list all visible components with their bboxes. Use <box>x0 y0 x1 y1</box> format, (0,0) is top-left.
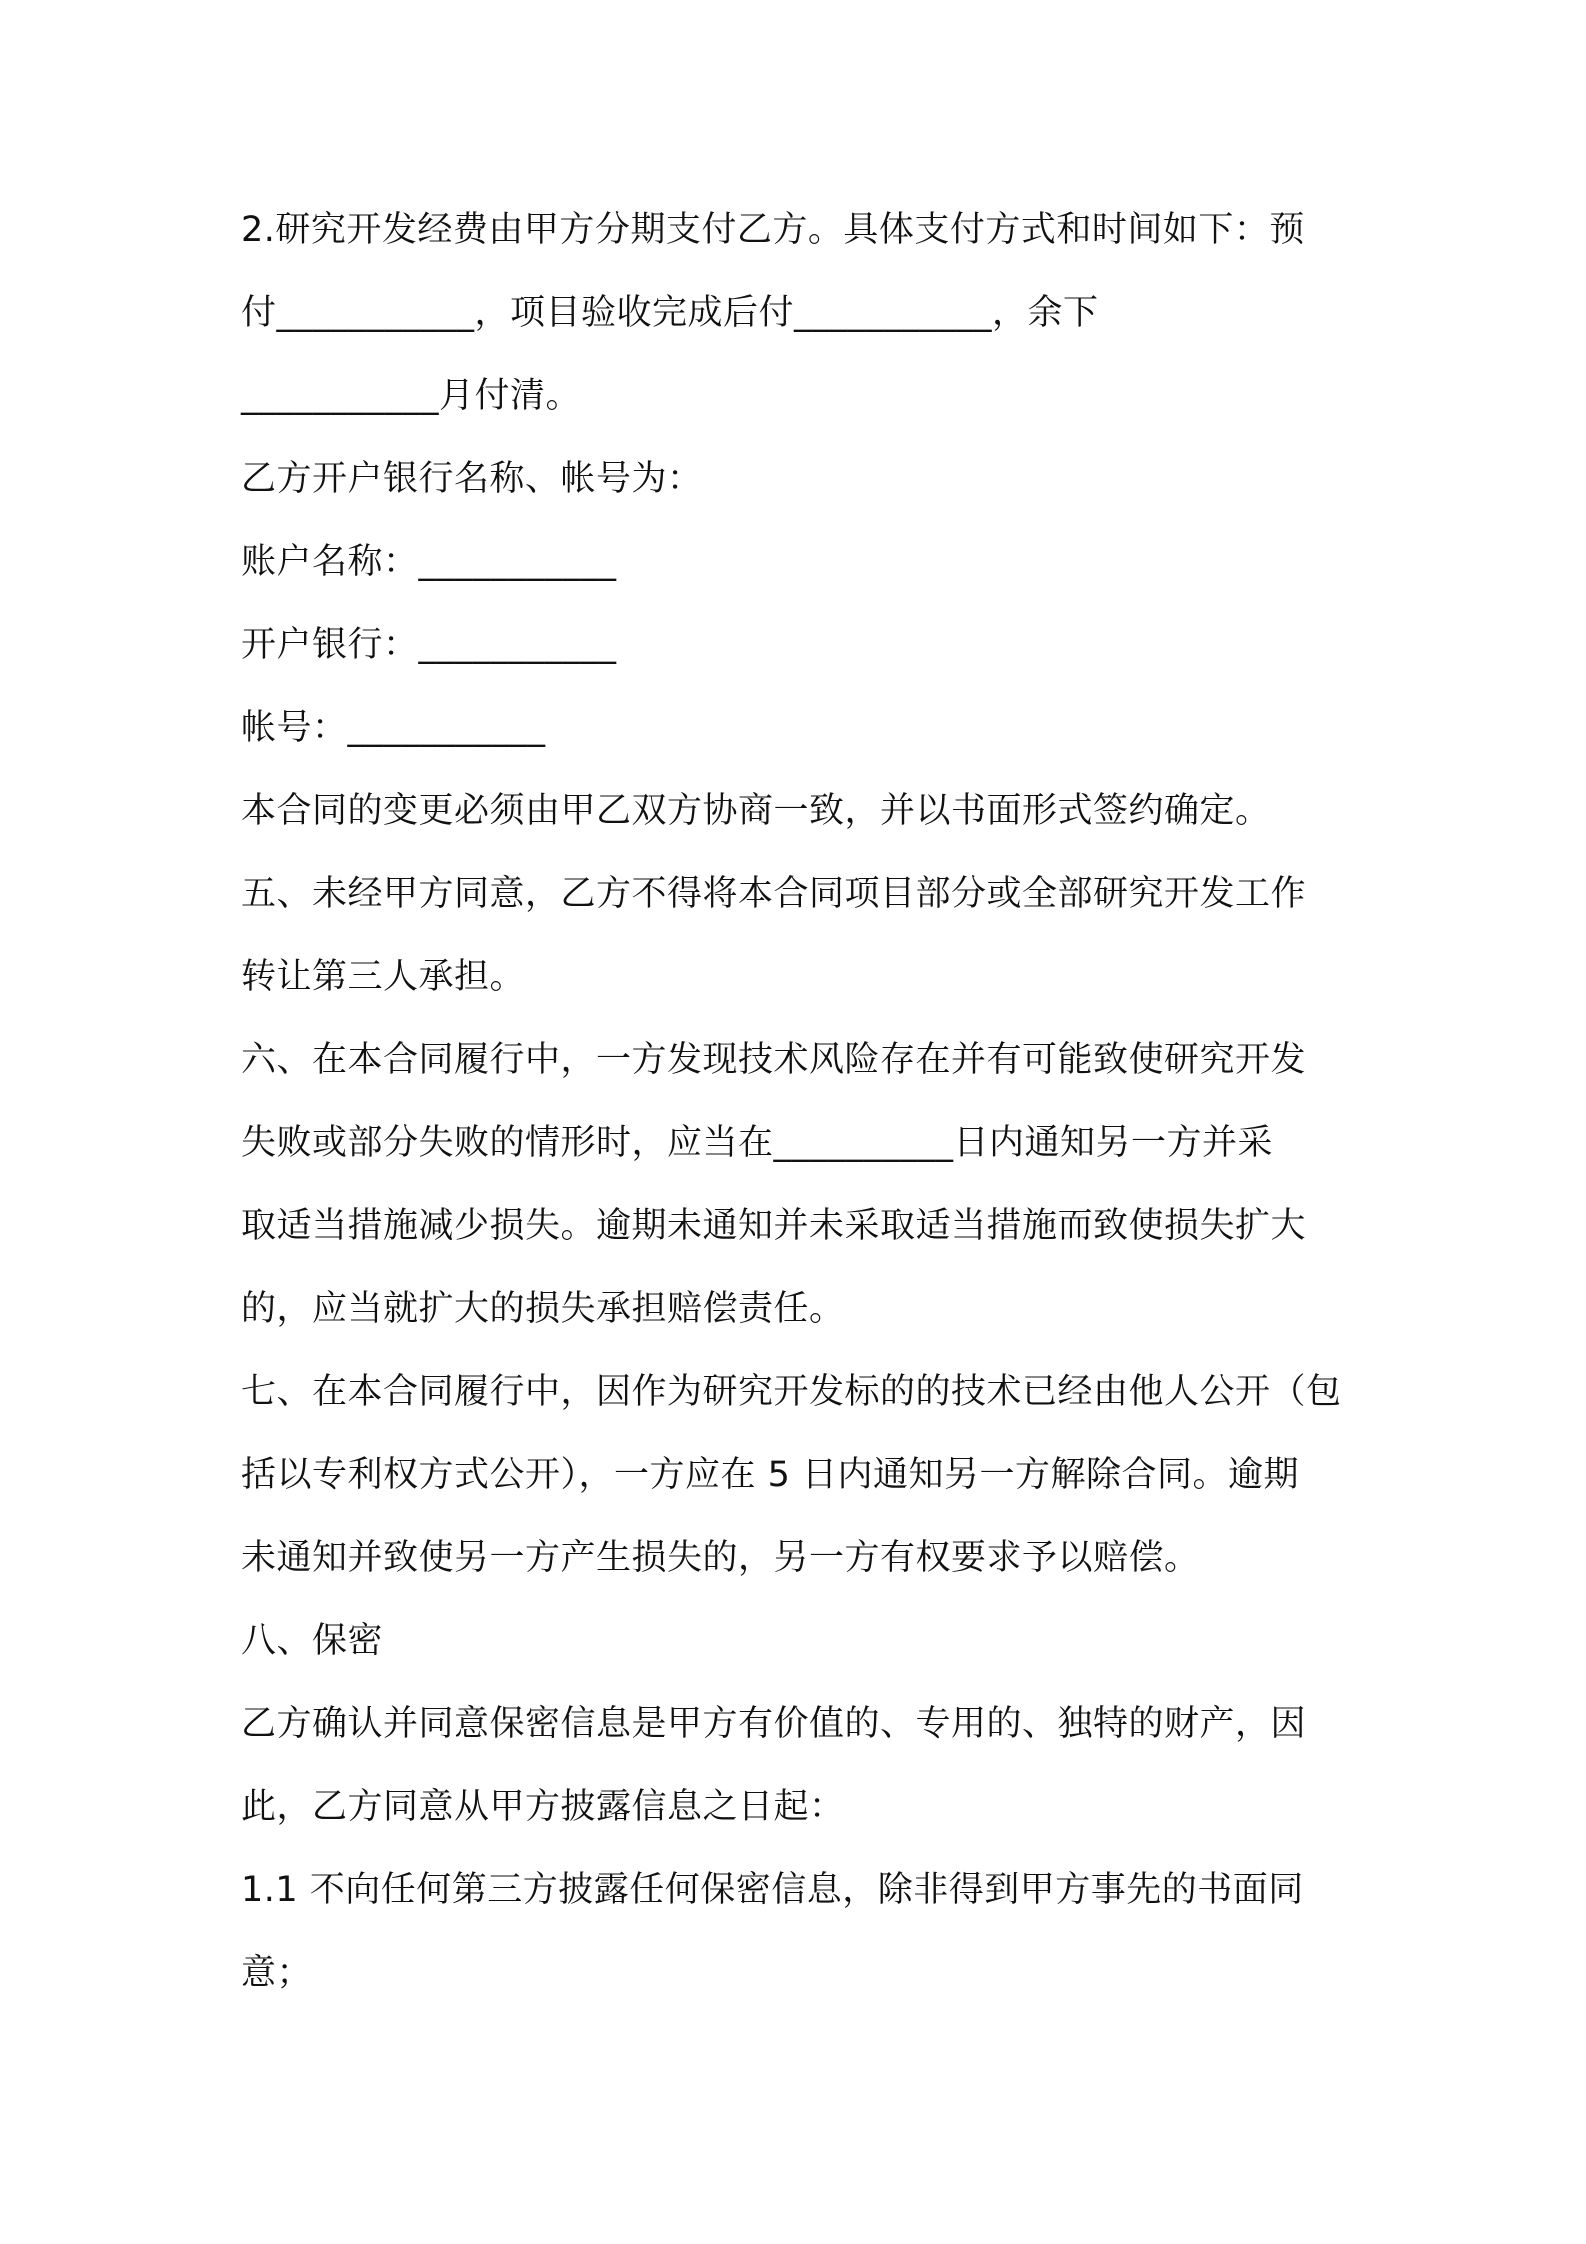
text-line: 括以专利权方式公开），一方应在 5 日内通知另一方解除合同。逾期 <box>241 1455 1300 1495</box>
text-line: 付___________，项目验收完成后付___________，余下 <box>241 293 1099 333</box>
text-line: 的，应当就扩大的损失承担赔偿责任。 <box>241 1289 845 1329</box>
text-line: 未通知并致使另一方产生损失的，另一方有权要求予以赔偿。 <box>241 1538 1200 1578</box>
text-line: 2.研究开发经费由甲方分期支付乙方。具体支付方式和时间如下：预 <box>241 210 1305 250</box>
text-line: 七、在本合同履行中，因作为研究开发标的的技术已经由他人公开（包 <box>241 1372 1342 1412</box>
text-line: 乙方开户银行名称、帐号为： <box>241 459 703 499</box>
text-line: 开户银行：___________ <box>241 625 617 665</box>
text-line: 账户名称：___________ <box>241 542 617 582</box>
text-line: 本合同的变更必须由甲乙双方协商一致，并以书面形式签约确定。 <box>241 791 1271 831</box>
text-line: 失败或部分失败的情形时，应当在__________日内通知另一方并采 <box>241 1123 1274 1163</box>
text-line: 1.1 不向任何第三方披露任何保密信息，除非得到甲方事先的书面同 <box>241 1870 1304 1910</box>
text-line: 取适当措施减少损失。逾期未通知并未采取适当措施而致使损失扩大 <box>241 1206 1307 1246</box>
text-line: 此，乙方同意从甲方披露信息之日起： <box>241 1787 845 1827</box>
text-line: 转让第三人承担。 <box>241 957 526 997</box>
text-line: 意； <box>241 1953 313 1993</box>
text-line: 帐号：___________ <box>241 708 546 748</box>
section-heading: 八、保密 <box>241 1621 384 1661</box>
text-line: 六、在本合同履行中，一方发现技术风险存在并有可能致使研究开发 <box>241 1040 1307 1080</box>
text-line: ___________月付清。 <box>241 376 582 416</box>
text-line: 乙方确认并同意保密信息是甲方有价值的、专用的、独特的财产，因 <box>241 1704 1307 1744</box>
text-line: 五、未经甲方同意，乙方不得将本合同项目部分或全部研究开发工作 <box>241 874 1307 914</box>
